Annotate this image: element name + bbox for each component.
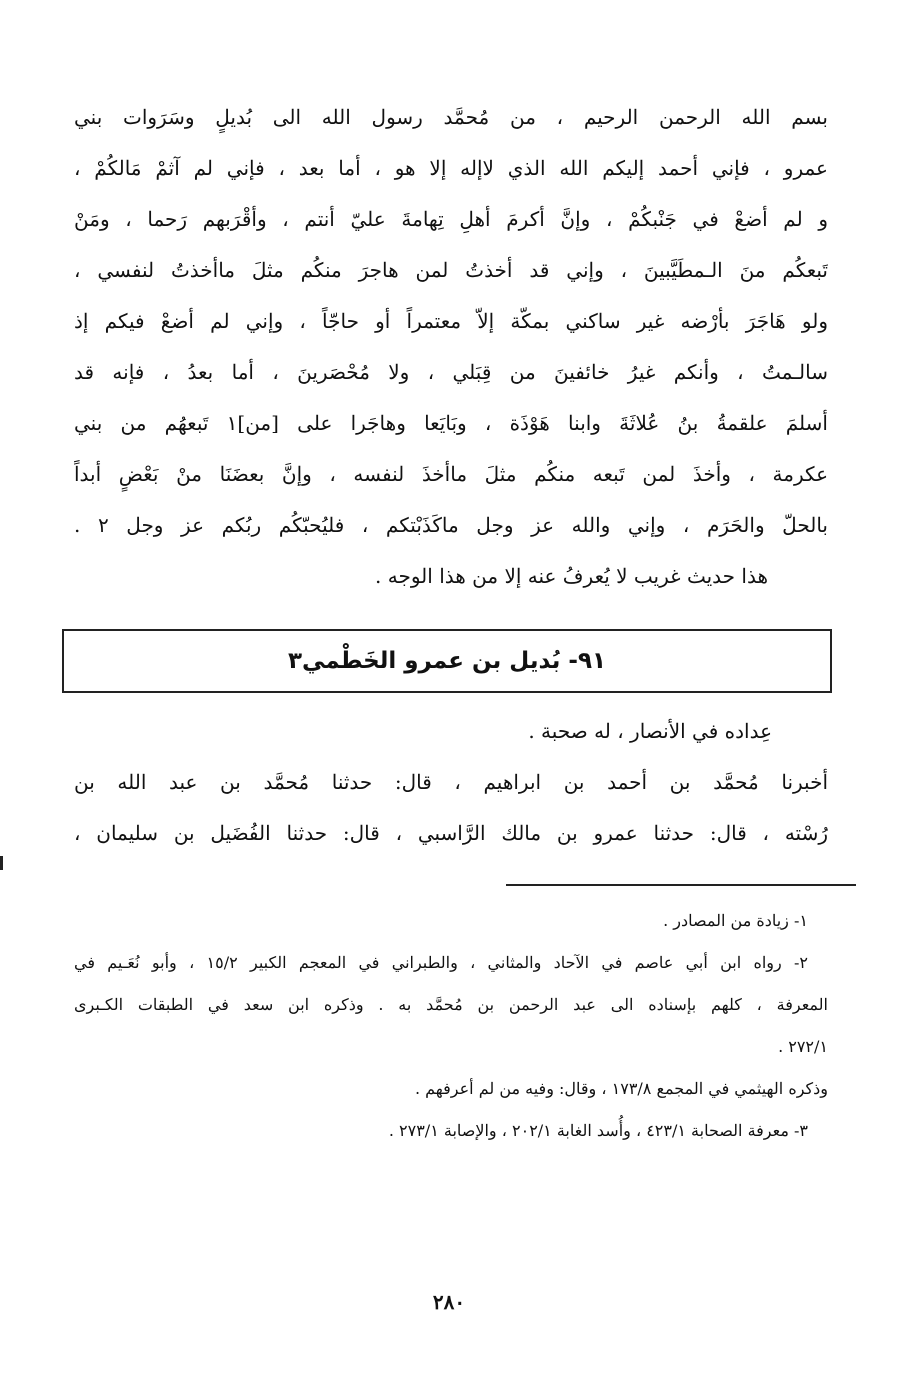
text-line: أسلمَ علقمةُ بنُ عُلاثَةَ وابنا هَوْذَة ، وبَايَعا وهاجَرا على [من]١ تَبعهُم من بني bbox=[74, 411, 828, 435]
text-line: عمرو ، فإني أحمد إليكم الله الذي لاإله إلا هو ، أما بعد ، فإني لم آثمْ مَالكُمْ ، bbox=[74, 156, 828, 180]
footnote-divider bbox=[506, 884, 856, 886]
text-line: بسم الله الرحمن الرحيم ، من مُحمَّد رسول الله الى بُديلٍ وسَرَوات بني bbox=[74, 105, 828, 129]
footnotes-block bbox=[74, 900, 828, 1152]
footnote: وذكره الهيثمي في المجمع ١٧٣/٨ ، وقال: وفيه من لم أعرفهم . bbox=[414, 1079, 828, 1098]
text-line: رُسْته ، قال: حدثنا عمرو بن مالك الرَّاسبي ، قال: حدثنا الفُضَيل بن سليمان ، bbox=[74, 821, 828, 845]
text-line: بالحلّ والحَرَم ، وإني والله عز وجل ماكَذَبْتكم ، فليُحبّكُم ربُكم عز وجل ٢ . bbox=[74, 513, 828, 537]
section-heading-box bbox=[62, 629, 832, 693]
footnote: ١- زيادة من المصادر . bbox=[663, 911, 808, 930]
section-text-block bbox=[74, 706, 828, 859]
text-line: هذا حديث غريب لا يُعرفُ عنه إلا من هذا الوجه . bbox=[375, 564, 768, 588]
margin-mark bbox=[0, 856, 3, 870]
text-line: سالـمتُ ، وأنكم غيرُ خائفينَ من قِبَلي ، ولا مُحْصَرينَ ، أما بعدُ ، فإنه قد bbox=[74, 360, 828, 384]
text-line: ولو هَاجَرَ بأرْضه غير ساكني بمكّة إلاّ معتمراً أو حاجّاً ، وإني لم أضعْ فيكم إذ bbox=[74, 309, 828, 333]
text-line: تَبعكُم منَ الـمطَيَّبينَ ، وإني قد أخذتُ لمن هاجرَ منكُم مثلَ ماأخذتُ لنفسي ، bbox=[74, 258, 828, 282]
text-line: عكرمة ، وأخذَ لمن تَبعه منكُم مثلَ ماأخذَ لنفسه ، وإنَّ بعضَنَا منْ بَعْضٍ أبداً bbox=[74, 462, 828, 486]
page-number: ٢٨٠ bbox=[432, 1290, 466, 1314]
text-line: و لم أضعْ في جَنْبكُمْ ، وإنَّ أكرمَ أهلِ تِهامةَ عليّ أنتم ، وأقْرَبهم رَحما ، ومَنْ bbox=[74, 207, 828, 231]
text-line: أخبرنا مُحمَّد بن أحمد بن ابراهيم ، قال: حدثنا مُحمَّد بن عبد الله بن bbox=[74, 770, 828, 794]
text-line: عِداده في الأنصار ، له صحبة . bbox=[528, 719, 772, 743]
footnote: ٢- رواه ابن أبي عاصم في الآحاد والمثاني ، والطبراني في المعجم الكبير ١٥/٢ ، وأبو نُعَـيم في bbox=[74, 953, 809, 972]
footnote: ٢٧٢/١ . bbox=[778, 1037, 828, 1056]
section-heading: ٩١- بُديل بن عمرو الخَطْمي٣ bbox=[287, 648, 607, 674]
footnote: ٣- معرفة الصحابة ٤٢٣/١ ، وأُسد الغابة ٢٠٢/١ ، والإصابة ٢٧٣/١ . bbox=[388, 1121, 808, 1140]
main-text-block bbox=[74, 92, 828, 602]
footnote: المعرفة ، كلهم بإسناده الى عبد الرحمن بن مُحمَّد به . وذكره ابن سعد في الطبقات الكـبرى bbox=[74, 995, 828, 1014]
